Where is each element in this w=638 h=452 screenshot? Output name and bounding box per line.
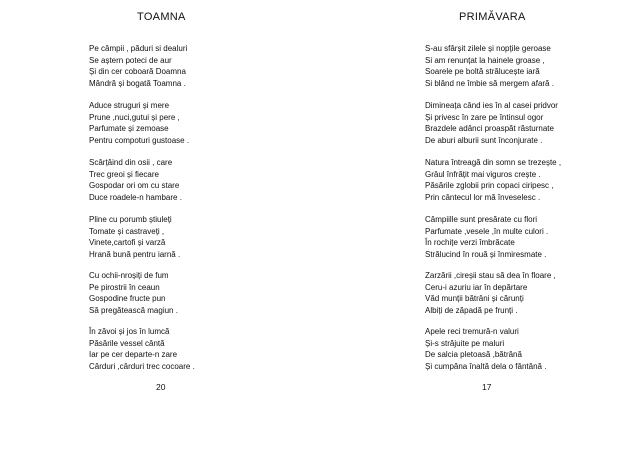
verse-line: Și din cer coboară Doamna [89, 67, 186, 77]
page-title: TOAMNA [137, 11, 186, 23]
stanza [425, 270, 556, 316]
verse-line: Grâul înfrățit mai viguros crește . [425, 169, 541, 179]
verse-line: Scârțâind din osii , care [89, 158, 173, 167]
stanza [89, 214, 180, 260]
verse-line: Aduce struguri și mere [89, 101, 170, 110]
verse-line: În zăvoi și jos în lumcă [89, 327, 170, 336]
verse-line: Păsările zglobii prin copaci ciripesc , [425, 181, 554, 191]
verse-line: Cârduri ,cârduri trec cocoare . [89, 361, 195, 371]
page-number: 17 [482, 382, 492, 392]
verse-line: Soarele pe boltă strălucește iară [425, 67, 540, 77]
stanza [89, 157, 182, 203]
verse-line: Și privesc în zare pe întinsul ogor [425, 112, 544, 122]
verse-line: Si am renunțat la hainele groase , [425, 55, 545, 65]
verse-line: Parfumate ,vesele ,în multe culori . [425, 226, 549, 236]
verse-line: Să pregătească magiun . [89, 305, 178, 315]
verse-line: Zarzării ,cireșii stau să dea în floare , [425, 271, 556, 280]
verse-line: Mândră și bogată Toamna . [89, 78, 186, 88]
stanza [89, 43, 187, 89]
verse-line: Prin cântecul lor mă înveselesc . [425, 192, 541, 202]
verse-line: Gospodar ori om cu stare [89, 181, 180, 191]
verse-line: Dimineața când ies în al casei pridvor [425, 101, 558, 110]
page-number: 20 [156, 382, 166, 392]
verse-line: În rochițe verzi îmbrăcate [425, 238, 515, 248]
verse-line: Duce roadele-n hambare . [89, 192, 182, 202]
verse-line: Și cumpăna înaltă dela o fântână . [425, 361, 547, 371]
verse-line: De aburi alburii sunt înconjurate . [425, 135, 543, 145]
verse-line: Tomate și castraveți , [89, 226, 165, 236]
stanza [425, 326, 546, 372]
verse-line: Gospodine fructe pun [89, 294, 166, 304]
stanza [89, 100, 189, 146]
stanza [425, 214, 548, 260]
stanza [89, 270, 178, 316]
verse-line: Cu ochii-nroșiți de fum [89, 271, 169, 280]
verse-line: Păsările vessel cântă [89, 338, 165, 348]
verse-line: Pe câmpii , păduri si dealuri [89, 44, 188, 53]
stanza [89, 326, 195, 372]
verse-line: Pe pirostrii în ceaun [89, 282, 160, 292]
verse-line: Hrană bună pentru iarnă . [89, 249, 181, 259]
verse-line: Natura întreagă din somn se trezește , [425, 158, 562, 167]
verse-line: Pentru compoturi gustoase . [89, 135, 190, 145]
verse-line: Și-s străjuite pe maluri [425, 338, 505, 348]
verse-line: Si blând ne îmbie să mergem afară . [425, 78, 554, 88]
verse-line: Trec greoi și fiecare [89, 169, 159, 179]
stanza [425, 43, 554, 89]
verse-line: Vinete,cartofi și varză [89, 238, 166, 248]
verse-line: Ceru-i azuriu iar în depărtare [425, 282, 528, 292]
verse-line: Pline cu porumb știuleți [89, 215, 172, 224]
verse-line: Se aștern poteci de aur [89, 55, 172, 65]
verse-line: Câmpiille sunt presărate cu flori [425, 215, 538, 224]
verse-line: Văd munții bătrâni și cărunți [425, 294, 524, 304]
verse-line: Parfumate și zemoase [89, 124, 169, 134]
verse-line: S-au sfârșit zilele și nopțile geroase [425, 44, 551, 53]
stanza [425, 100, 558, 146]
verse-line: Prune ,nuci,gutui și pere , [89, 112, 180, 122]
verse-line: Strălucind în rouă și înmiresmate . [425, 249, 547, 259]
page-title: PRIMĂVARA [459, 11, 526, 23]
stanza [425, 157, 561, 203]
verse-line: Apele reci tremură-n valuri [425, 327, 519, 336]
verse-line: Albiți de zăpadă pe frunți . [425, 305, 518, 315]
verse-line: Brazdele adânci proaspăt răsturnate [425, 124, 554, 134]
verse-line: De salcia pletoasă ,bătrână [425, 350, 522, 360]
verse-line: Iar pe cer departe-n zare [89, 350, 178, 360]
